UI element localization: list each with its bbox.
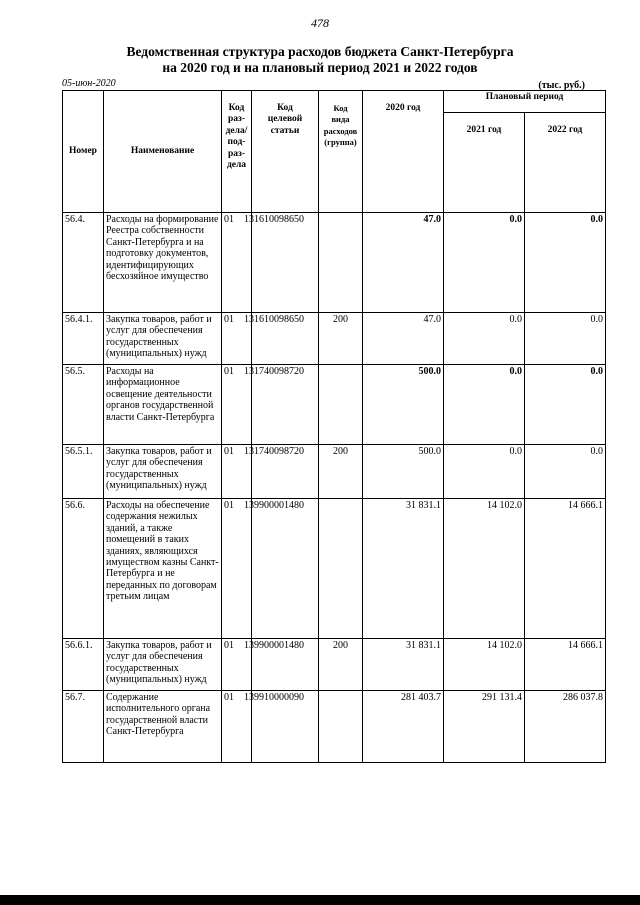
title-line-1: Ведомственная структура расходов бюджета Санкт-Петербурга bbox=[126, 44, 514, 59]
row-2021: 291 131.4 bbox=[444, 691, 525, 763]
units-label: (тыс. руб.) bbox=[538, 80, 585, 91]
row-target-code: 1740098720 bbox=[252, 365, 319, 445]
row-type-code: 200 bbox=[319, 313, 363, 365]
row-type-code bbox=[319, 691, 363, 763]
row-number: 56.6.1. bbox=[63, 639, 104, 691]
row-2022: 0.0 bbox=[525, 365, 606, 445]
row-type-code: 200 bbox=[319, 445, 363, 499]
row-name: Закупка товаров, работ и услуг для обеспечения государственных (муниципальных) нужд bbox=[104, 639, 222, 691]
row-2020: 500.0 bbox=[363, 365, 444, 445]
row-number: 56.5. bbox=[63, 365, 104, 445]
row-2020: 47.0 bbox=[363, 213, 444, 313]
row-name: Закупка товаров, работ и услуг для обеспечения государственных (муниципальных) нужд bbox=[104, 313, 222, 365]
row-2021: 14 102.0 bbox=[444, 639, 525, 691]
row-2020: 31 831.1 bbox=[363, 639, 444, 691]
row-section-code: 01 13 bbox=[222, 499, 252, 639]
row-type-code: 200 bbox=[319, 639, 363, 691]
header-name: Наименование bbox=[104, 91, 222, 213]
row-2022: 0.0 bbox=[525, 213, 606, 313]
header-number: Номер bbox=[63, 91, 104, 213]
document-date: 05-июн-2020 bbox=[62, 78, 116, 89]
row-name: Расходы на обеспечение содержания нежилых зданий, а также помещений в таких зданиях, являющихся имуществом казны Санкт-Петербурга и не переданных по договорам третьим лицам bbox=[104, 499, 222, 639]
table-row bbox=[63, 365, 606, 445]
row-2022: 0.0 bbox=[525, 445, 606, 499]
row-2022: 14 666.1 bbox=[525, 499, 606, 639]
row-name: Содержание исполнительного органа государственной власти Санкт-Петербурга bbox=[104, 691, 222, 763]
row-2020: 500.0 bbox=[363, 445, 444, 499]
row-name: Расходы на информационное освещение деятельности органов государственной власти Санкт-Петербурга bbox=[104, 365, 222, 445]
row-name: Расходы на формирование Реестра собственности Санкт-Петербурга и на подготовку документов, идентифицирующих бесхозяйное имущество bbox=[104, 213, 222, 313]
row-2021: 0.0 bbox=[444, 213, 525, 313]
row-name: Закупка товаров, работ и услуг для обеспечения государственных (муниципальных) нужд bbox=[104, 445, 222, 499]
row-section-code: 01 13 bbox=[222, 691, 252, 763]
row-type-code bbox=[319, 213, 363, 313]
table-row bbox=[63, 313, 606, 365]
table-row bbox=[63, 639, 606, 691]
row-section-code: 01 13 bbox=[222, 639, 252, 691]
row-2022: 286 037.8 bbox=[525, 691, 606, 763]
row-number: 56.5.1. bbox=[63, 445, 104, 499]
header-plan-period: Плановый период bbox=[444, 91, 606, 113]
row-section-code: 01 13 bbox=[222, 365, 252, 445]
table-row bbox=[63, 213, 606, 313]
header-section-code: Код раз- дела/ под- раз- дела bbox=[222, 91, 252, 213]
row-2022: 0.0 bbox=[525, 313, 606, 365]
row-2020: 31 831.1 bbox=[363, 499, 444, 639]
row-number: 56.4.1. bbox=[63, 313, 104, 365]
row-section-code: 01 13 bbox=[222, 213, 252, 313]
row-target-code: 9900001480 bbox=[252, 639, 319, 691]
scan-edge bbox=[0, 895, 640, 905]
row-type-code bbox=[319, 365, 363, 445]
table-row bbox=[63, 445, 606, 499]
row-target-code: 9900001480 bbox=[252, 499, 319, 639]
row-number: 56.7. bbox=[63, 691, 104, 763]
row-2022: 14 666.1 bbox=[525, 639, 606, 691]
header-2021: 2021 год bbox=[444, 113, 525, 213]
row-target-code: 9910000090 bbox=[252, 691, 319, 763]
row-2020: 281 403.7 bbox=[363, 691, 444, 763]
row-2021: 0.0 bbox=[444, 445, 525, 499]
row-target-code: 1610098650 bbox=[252, 313, 319, 365]
row-target-code: 1610098650 bbox=[252, 213, 319, 313]
header-target-code: Код целевой статьи bbox=[252, 91, 319, 213]
row-type-code bbox=[319, 499, 363, 639]
row-target-code: 1740098720 bbox=[252, 445, 319, 499]
budget-table bbox=[62, 90, 606, 763]
document-title bbox=[0, 44, 640, 76]
row-number: 56.6. bbox=[63, 499, 104, 639]
row-section-code: 01 13 bbox=[222, 313, 252, 365]
row-2020: 47.0 bbox=[363, 313, 444, 365]
row-2021: 0.0 bbox=[444, 313, 525, 365]
table-row bbox=[63, 499, 606, 639]
title-line-2: на 2020 год и на плановый период 2021 и 2022 годов bbox=[162, 60, 478, 75]
page-number: 478 bbox=[311, 16, 329, 30]
table-row bbox=[63, 691, 606, 763]
header-expense-type-code: Код вида расходов (группа) bbox=[319, 91, 363, 213]
header-2020: 2020 год bbox=[363, 91, 444, 213]
row-2021: 0.0 bbox=[444, 365, 525, 445]
row-number: 56.4. bbox=[63, 213, 104, 313]
row-2021: 14 102.0 bbox=[444, 499, 525, 639]
row-section-code: 01 13 bbox=[222, 445, 252, 499]
header-2022: 2022 год bbox=[525, 113, 606, 213]
